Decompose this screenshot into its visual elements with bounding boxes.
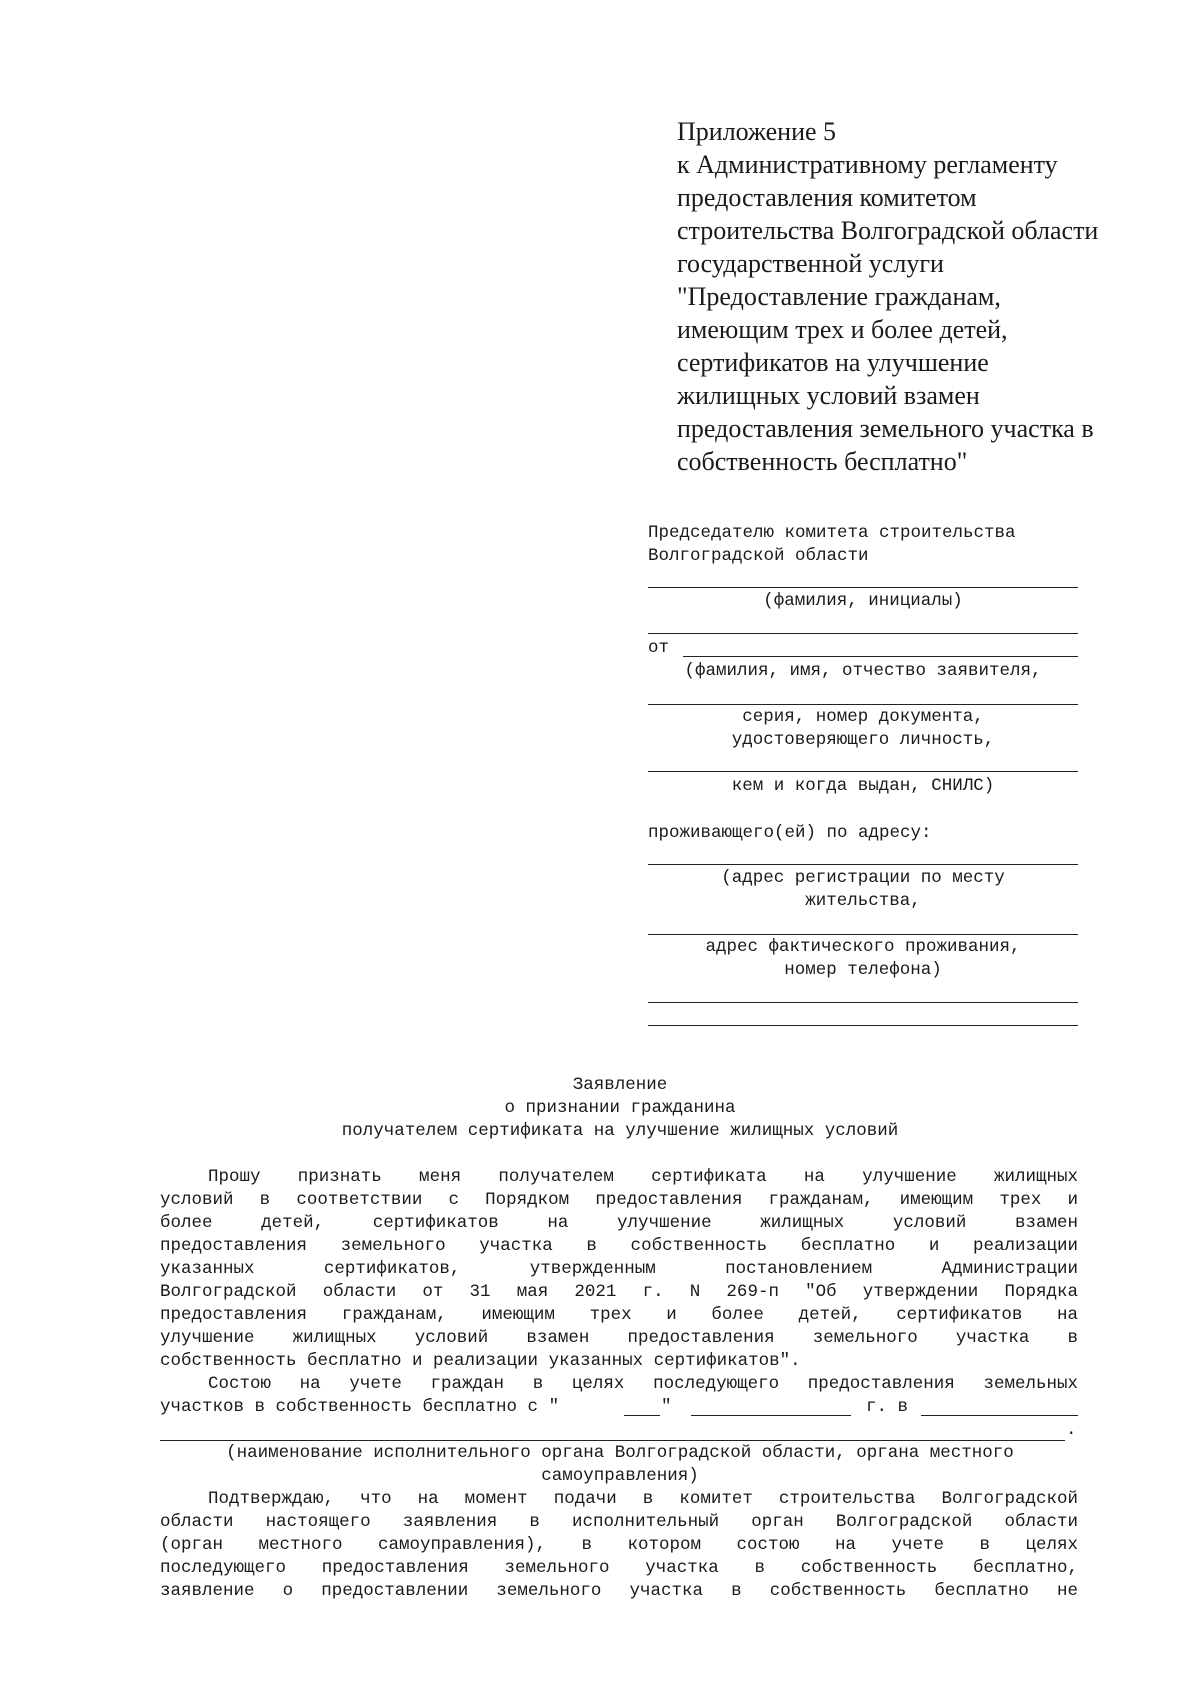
actual-address-field-line[interactable] — [648, 934, 1078, 935]
title-line-2: о признании гражданина — [504, 1098, 736, 1118]
appendix-line: государственной услуги — [677, 249, 944, 278]
hint-initials: (фамилия, инициалы) — [763, 591, 963, 611]
appendix-line: сертификатов на улучшение — [677, 348, 989, 377]
addressee-line-1: Председателю комитета строительства — [648, 523, 1016, 543]
p1-last-line: собственность бесплатно и реализации указанных сертификатов". — [160, 1351, 801, 1371]
authority-field-line-2[interactable] — [160, 1440, 1065, 1441]
address-field-line[interactable] — [648, 864, 1078, 865]
hint-actual-2: номер телефона) — [784, 960, 942, 980]
p2-hint-2: самоуправления) — [541, 1466, 699, 1486]
p1-line: Волгоградской области от 31 мая 2021 г. N 269-п "Об утверждении Порядка — [160, 1282, 1078, 1302]
appendix-line: "Предоставление гражданам, — [677, 282, 1001, 311]
p1-line: указанных сертификатов, утвержденным постановлением Администрации — [160, 1259, 1078, 1279]
month-field-line[interactable] — [691, 1415, 851, 1416]
authority-field-line-1[interactable] — [921, 1415, 1078, 1416]
phone-field-line-1[interactable] — [648, 1002, 1078, 1003]
p1-line: улучшение жилищных условий взамен предоставления земельного участка в — [160, 1328, 1078, 1348]
title-line-1: Заявление — [572, 1075, 668, 1095]
p3-line: заявление о предоставлении земельного участка в собственность бесплатно не — [160, 1581, 1078, 1601]
appendix-header — [677, 115, 1177, 478]
appendix-line: предоставления земельного участка в — [677, 414, 1094, 443]
p2-line-2-start: участков в собственность бесплатно с " — [160, 1397, 560, 1417]
hint-actual-1: адрес фактического проживания, — [705, 937, 1021, 957]
addressee-line-2: Волгоградской области — [648, 546, 869, 566]
initials-field-line[interactable] — [648, 587, 1078, 588]
p1-line: более детей, сертификатов на улучшение жилищных условий взамен — [160, 1213, 1078, 1233]
appendix-line: собственность бесплатно" — [677, 447, 968, 476]
document-field-line[interactable] — [648, 704, 1078, 705]
day-field-line[interactable] — [624, 1415, 660, 1416]
applicant-name-field-line[interactable] — [683, 656, 1078, 657]
p1-line: предоставления земельного участка в собственность бесплатно и реализации — [160, 1236, 1078, 1256]
appendix-line: Приложение 5 — [677, 117, 837, 146]
hint-document-1: серия, номер документа, — [742, 707, 984, 727]
hint-issued: кем и когда выдан, СНИЛС) — [731, 776, 995, 796]
hint-applicant: (фамилия, имя, отчество заявителя, — [684, 661, 1042, 681]
from-label: от — [648, 638, 670, 658]
p3-line: Подтверждаю, что на момент подачи в комитет строительства Волгоградской — [208, 1489, 1078, 1509]
p1-line: предоставления гражданам, имеющим трех и более детей, сертификатов на — [160, 1305, 1078, 1325]
p3-line: области настоящего заявления в исполнительный орган Волгоградской области — [160, 1512, 1078, 1532]
p2-period: . — [1066, 1420, 1077, 1440]
title-line-3: получателем сертификата на улучшение жилищных условий — [341, 1121, 899, 1141]
hint-address-2: жительства, — [805, 891, 921, 911]
phone-field-line-2[interactable] — [648, 1025, 1078, 1026]
appendix-line: жилищных условий взамен — [677, 381, 980, 410]
p2-hint-1: (наименование исполнительного органа Волгоградской области, органа местного — [226, 1443, 1014, 1463]
appendix-line: имеющим трех и более детей, — [677, 315, 1008, 344]
p3-line: (орган местного самоуправления), в котором состою на учете в целях — [160, 1535, 1078, 1555]
p3-line: последующего предоставления земельного участка в собственность бесплатно, — [160, 1558, 1078, 1578]
appendix-line: строительства Волгоградской области — [677, 216, 1099, 245]
residing-label: проживающего(ей) по адресу: — [648, 823, 932, 843]
appendix-line: предоставления комитетом — [677, 183, 977, 212]
p2-year-label: г. в — [866, 1397, 909, 1417]
p1-line: условий в соответствии с Порядком предоставления гражданам, имеющим трех и — [160, 1190, 1078, 1210]
appendix-line: к Административному регламенту — [677, 150, 1058, 179]
applicant-field-line-1[interactable] — [648, 633, 1078, 634]
p1-line: Прошу признать меня получателем сертификата на улучшение жилищных — [208, 1167, 1078, 1187]
hint-address-1: (адрес регистрации по месту — [721, 868, 1005, 888]
hint-document-2: удостоверяющего личность, — [731, 730, 995, 750]
issued-field-line[interactable] — [648, 771, 1078, 772]
p2-line-1: Состою на учете граждан в целях последующего предоставления земельных — [208, 1374, 1078, 1394]
p2-quote-close: " — [661, 1397, 672, 1417]
